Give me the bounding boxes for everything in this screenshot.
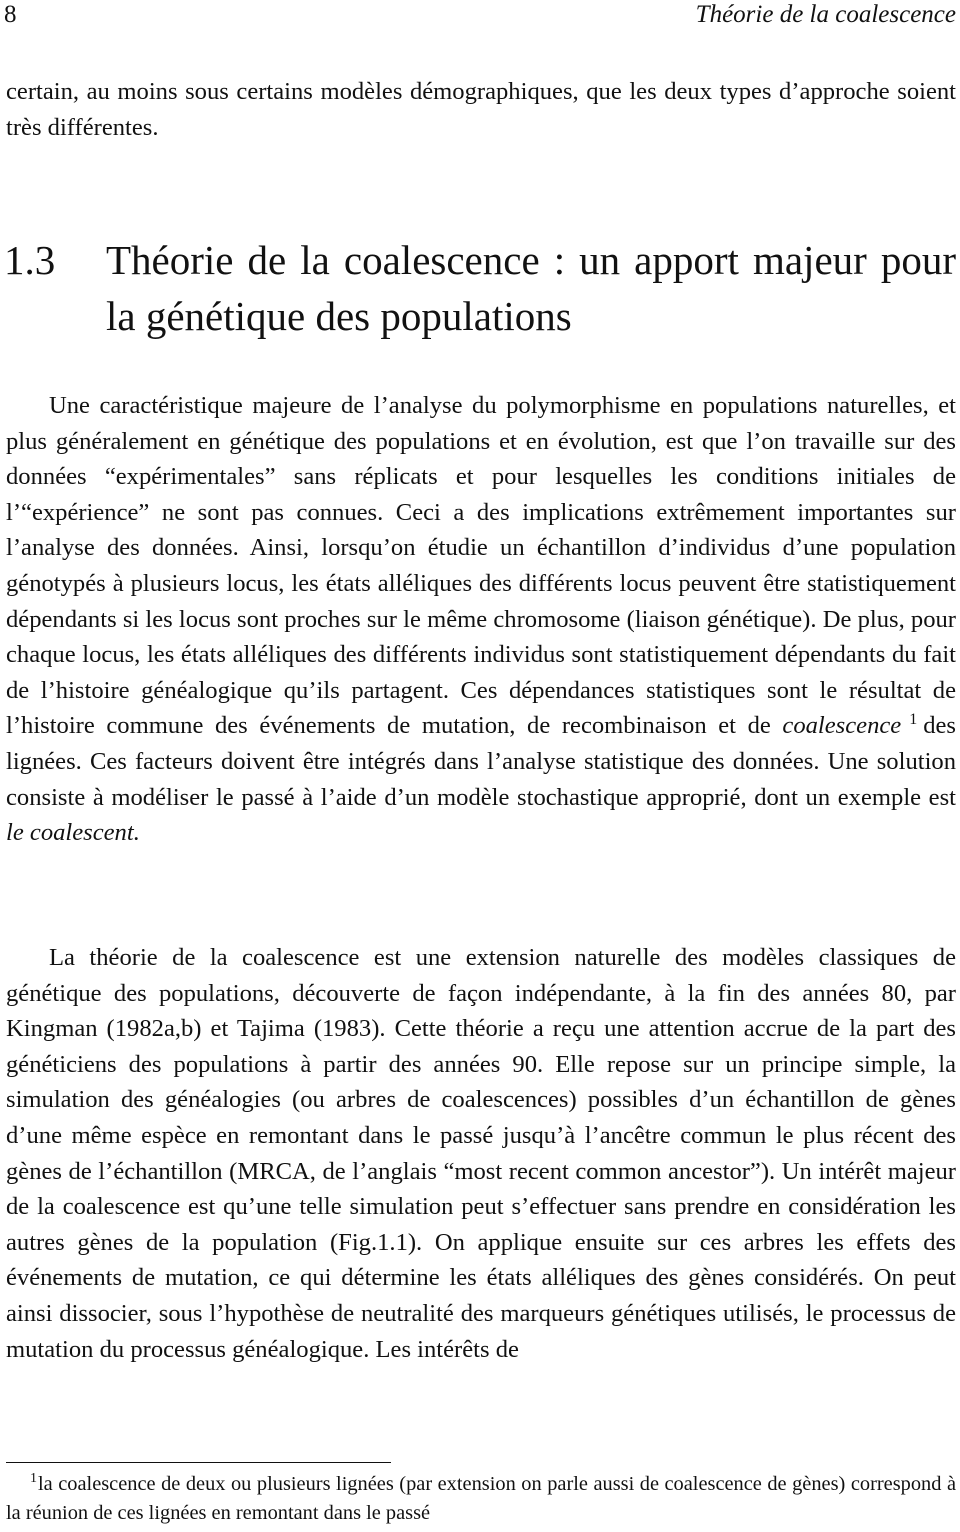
- body-paragraph-2: La théorie de la coalescence est une extension naturelle des modèles classiques de génétique des populations, découverte de façon indépendante, à la fin des années 80, par Kingman (1982a,b) et Tajima (1983). Cette théorie a reçu une attention accrue de la part des généticiens des populations à partir des années 90. Elle repose sur un principe simple, la simulation des généalogies (ou arbres de coalescences) possibles d’un échantillon de gènes d’une même espèce en remontant dans le passé jusqu’à l’ancêtre commun le plus récent des gènes de l’échantillon (MRCA, de l’anglais “most recent common ancestor”). Un intérêt majeur de la coalescence est qu’une telle simulation peut s’effectuer sans prendre en considération les autres gènes de la population (Fig.1.1). On applique ensuite sur ces arbres les effets des événements de mutation, ce qui détermine les états alléliques des gènes considérés. On peut ainsi dissocier, sous l’hypothèse de neutralité des marqueurs génétiques utilisés, le processus de mutation du processus généalogique. Les intérêts de: [6, 944, 956, 1363]
- section-title: Théorie de la coalescence : un apport majeur pour la génétique des populations: [106, 237, 956, 339]
- page-number: 8: [4, 1, 17, 28]
- body-paragraph-1: [6, 388, 956, 851]
- intro-paragraph: certain, au moins sous certains modèles démographiques, que les deux types d’approche soient très différentes.: [6, 78, 956, 141]
- section-number: 1.3: [4, 237, 56, 283]
- footnote: [6, 1470, 956, 1527]
- running-header: [4, 0, 956, 36]
- coalescent-term: le coalescent.: [6, 819, 140, 847]
- footnote-text: la coalescence de deux ou plusieurs lignées (par extension on parle aussi de coalescence de gènes) correspond à la réunion de ces lignées en remontant dans le passé: [6, 1473, 956, 1524]
- section-heading: [4, 232, 956, 344]
- footnote-rule: [6, 1462, 391, 1463]
- paragraph-1-continuation: des lignées. Ces facteurs doivent être intégrés dans l’analyse statistique des données. Une solution consiste à modéliser le passé à l’aide d’un modèle stochastique approprié, dont un exemple est: [6, 712, 956, 811]
- coalescence-term: coalescence: [782, 712, 902, 740]
- chapter-title: Théorie de la coalescence: [695, 1, 956, 28]
- paragraph-1-text: Une caractéristique majeure de l’analyse du polymorphisme en populations naturelles, et plus généralement en génétique des populations et en évolution, est que l’on travaille sur des données “expérimentales” sans réplicats et pour lesquelles les conditions initiales de l’“expérience” ne sont pas connues. Ceci a des implications extrêmement importantes sur l’analyse des données. Ainsi, lorsqu’on étudie un échantillon d’individus d’une population génotypés à plusieurs locus, les états alléliques des différents locus peuvent être statistiquement dépendants si les locus sont proches sur le même chromosome (liaison génétique). De plus, pour chaque locus, les états alléliques des différents individus sont statistiquement dépendants du fait de l’histoire généalogique qu’ils partagent. Ces dépendances statistiques sont le résultat de l’histoire commune des événements de mutation, de recombinaison et de: [6, 392, 956, 740]
- footnote-marker: 1: [30, 1471, 37, 1486]
- footnote-reference[interactable]: 1: [909, 711, 918, 729]
